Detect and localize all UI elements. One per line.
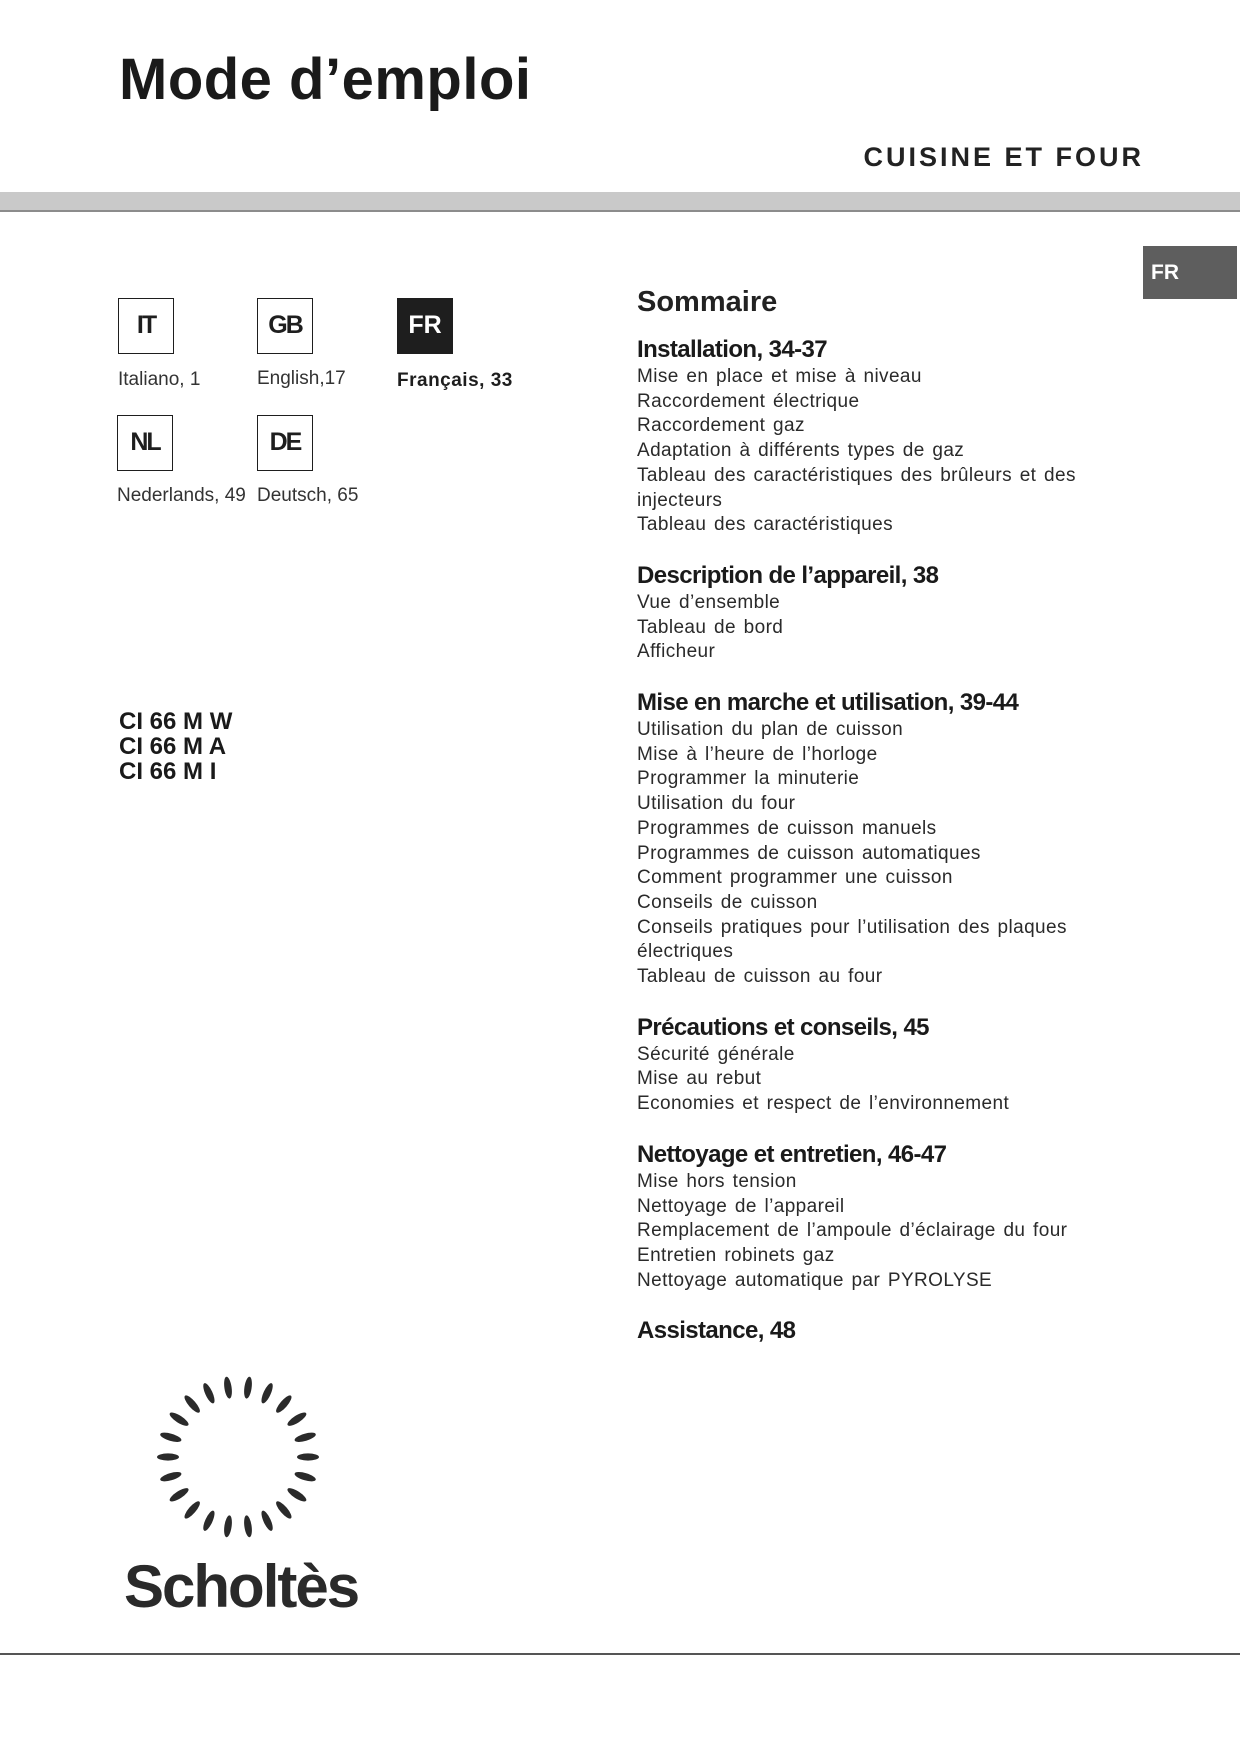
- logo-ray: [297, 1453, 319, 1460]
- logo-ray: [294, 1431, 317, 1444]
- lang-box-fr[interactable]: FR: [397, 298, 453, 354]
- logo-ray: [243, 1515, 253, 1538]
- toc-section-title[interactable]: Nettoyage et entretien, 46-47: [637, 1140, 947, 1168]
- toc-item[interactable]: Utilisation du four: [637, 793, 796, 815]
- toc-item[interactable]: Raccordement électrique: [637, 390, 860, 412]
- toc-item[interactable]: Mise à l’heure de l’horloge: [637, 743, 878, 765]
- toc-section-title[interactable]: Description de l’appareil, 38: [637, 561, 939, 589]
- logo-ray: [243, 1376, 253, 1399]
- logo-ray: [259, 1382, 275, 1405]
- toc-title: Sommaire: [637, 286, 778, 318]
- lang-label-fr: Français, 33: [397, 370, 513, 391]
- logo-ray: [182, 1499, 202, 1520]
- toc-item[interactable]: Comment programmer une cuisson: [637, 867, 953, 889]
- brand-wordmark: Scholtès: [124, 1553, 359, 1620]
- toc-item[interactable]: Remplacement de l’ampoule d’éclairage du four: [637, 1220, 1068, 1242]
- toc-section: [637, 335, 1107, 538]
- logo-ray: [182, 1393, 202, 1414]
- lang-label-de: Deutsch, 65: [257, 485, 359, 506]
- toc-item[interactable]: Raccordement gaz: [637, 415, 805, 437]
- footer-rule: [0, 1653, 1240, 1655]
- lang-label-gb: English,17: [257, 368, 346, 389]
- toc-item[interactable]: Conseils de cuisson: [637, 891, 818, 913]
- toc-item[interactable]: Mise hors tension: [637, 1170, 797, 1192]
- lang-box-nl[interactable]: NL: [117, 415, 173, 471]
- logo-ray: [223, 1376, 233, 1399]
- toc-item[interactable]: Tableau des caractéristiques des brûleurs et des injecteurs: [637, 464, 1076, 511]
- toc-section: [637, 688, 1107, 990]
- toc-item[interactable]: Adaptation à différents types de gaz: [637, 440, 965, 462]
- toc-item[interactable]: Sécurité générale: [637, 1043, 795, 1065]
- toc-section: [637, 1013, 1107, 1117]
- toc-item[interactable]: Programmes de cuisson automatiques: [637, 842, 981, 864]
- toc-item[interactable]: Programmes de cuisson manuels: [637, 817, 937, 839]
- toc-section-title[interactable]: Précautions et conseils, 45: [637, 1013, 929, 1041]
- logo-ray: [201, 1382, 217, 1405]
- toc-section: [637, 1140, 1107, 1294]
- document-subtitle: CUISINE ET FOUR: [863, 142, 1144, 172]
- toc-item[interactable]: Tableau de cuisson au four: [637, 966, 883, 988]
- toc-section: [637, 1316, 1107, 1346]
- logo-ray: [159, 1470, 182, 1483]
- toc-item[interactable]: Utilisation du plan de cuisson: [637, 719, 904, 741]
- lang-label-it: Italiano, 1: [118, 369, 201, 390]
- table-of-contents: [637, 286, 1107, 1369]
- logo-ray: [274, 1499, 294, 1520]
- logo-ray: [286, 1410, 308, 1428]
- toc-section-title[interactable]: Assistance, 48: [637, 1317, 796, 1345]
- model-number: CI 66 M W: [119, 708, 233, 735]
- toc-section-title[interactable]: Installation, 34-37: [637, 336, 827, 363]
- toc-item[interactable]: Tableau des caractéristiques: [637, 514, 894, 536]
- lang-box-de[interactable]: DE: [257, 415, 313, 471]
- toc-item[interactable]: Mise en place et mise à niveau: [637, 366, 922, 387]
- logo-ray: [168, 1410, 190, 1428]
- model-number: CI 66 M I: [119, 758, 217, 785]
- language-tab-fr: FR: [1143, 246, 1237, 299]
- toc-item[interactable]: Mise au rebut: [637, 1068, 762, 1090]
- toc-item[interactable]: Entretien robinets gaz: [637, 1244, 835, 1266]
- logo-ray: [294, 1470, 317, 1483]
- toc-item[interactable]: Nettoyage de l’appareil: [637, 1195, 845, 1217]
- logo-ray: [259, 1509, 275, 1532]
- toc-section-title[interactable]: Mise en marche et utilisation, 39-44: [637, 689, 1019, 717]
- logo-ray: [223, 1515, 233, 1538]
- logo-ray: [286, 1486, 308, 1504]
- lang-box-it[interactable]: IT: [118, 298, 174, 354]
- toc-section: [637, 561, 1107, 665]
- model-list: [119, 709, 232, 784]
- logo-ray: [274, 1393, 294, 1414]
- header-band: [0, 192, 1240, 212]
- lang-label-nl: Nederlands, 49: [117, 485, 246, 506]
- model-number: CI 66 M A: [119, 733, 227, 760]
- page-title: Mode d’emploi: [119, 47, 532, 112]
- logo-ray: [157, 1453, 179, 1460]
- logo-ray: [168, 1486, 190, 1504]
- logo-ray: [201, 1509, 217, 1532]
- logo-ray: [159, 1431, 182, 1444]
- toc-item[interactable]: Nettoyage automatique par PYROLYSE: [637, 1269, 993, 1291]
- toc-item[interactable]: Programmer la minuterie: [637, 768, 860, 790]
- toc-item[interactable]: Afficheur: [637, 641, 716, 663]
- toc-item[interactable]: Vue d’ensemble: [637, 591, 781, 613]
- toc-item[interactable]: Conseils pratiques pour l’utilisation des plaques électriques: [637, 916, 1067, 963]
- toc-item[interactable]: Economies et respect de l’environnement: [637, 1093, 1010, 1115]
- toc-item[interactable]: Tableau de bord: [637, 616, 784, 638]
- lang-box-gb[interactable]: GB: [257, 298, 313, 354]
